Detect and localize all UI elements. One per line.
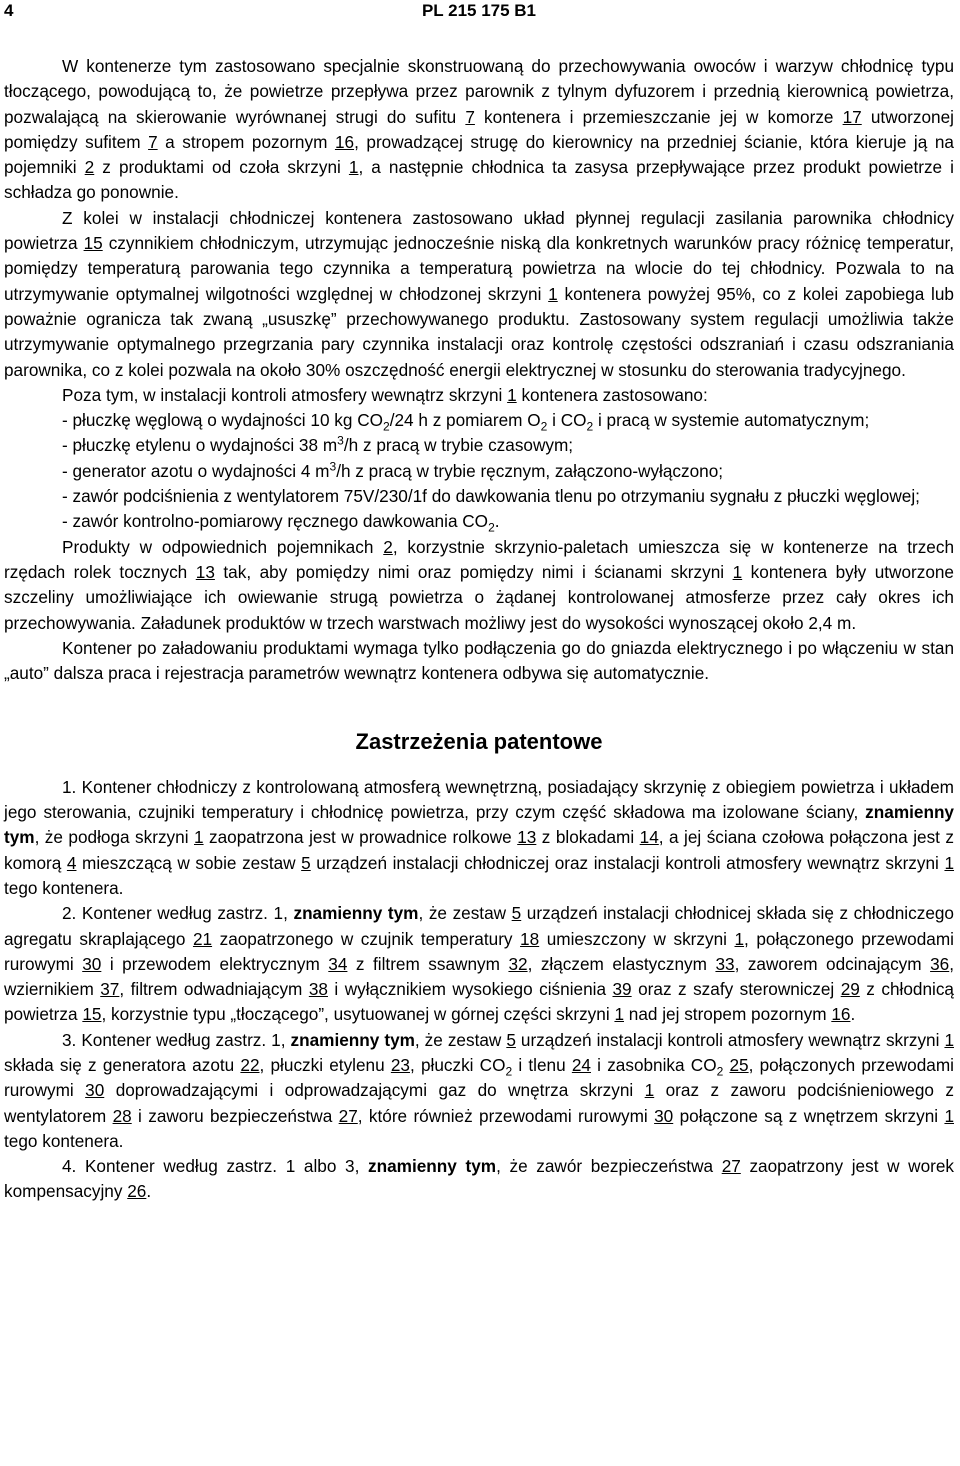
text-run: 2. Kontener według zastrz. 1, — [62, 903, 294, 924]
text-run: kontenera powyżej 95%, co z kolei zapobiega lub poważnie ogranicza tak zwaną „ususzkę” przechowywanego produktu. Zastosowany system regulacji umożliwia także utrzymywanie optymalnego przegrzania pary czynnika instalacji oraz kontrolę częstości odszraniań i czasu odszraniania parownika, co z kolei pozwala na około 30% oszczędność energii elektrycznej w stosunku do sterowania tradycyjnego. — [4, 283, 954, 380]
text-run: tego kontenera. — [4, 877, 124, 898]
text-run: i tlenu — [512, 1054, 572, 1075]
characterizing-phrase: znamienny tym — [4, 802, 954, 848]
text-run: . — [146, 1181, 152, 1202]
text-run: - zawór kontrolno-pomiarowy ręcznego dawkowania CO — [62, 511, 489, 532]
ref-numeral: 16 — [334, 131, 355, 152]
ref-numeral: 1 — [507, 384, 517, 405]
text-run: , połączonego przewodami rurowymi — [4, 928, 954, 974]
subscript: 2 — [505, 1064, 513, 1079]
text-run: mieszczącą w sobie zestaw — [76, 852, 302, 873]
text-run: zaopatrzona jest w prowadnice rolkowe — [203, 827, 518, 848]
ref-numeral: 15 — [82, 1004, 102, 1025]
text-run: kontenera zastosowano: — [516, 384, 708, 405]
text-run: utworzonej pomiędzy sufitem — [4, 106, 954, 152]
text-run: , zaworem odcinającym — [734, 953, 931, 974]
page-header — [4, 0, 954, 30]
text-run: Poza tym, w instalacji kontroli atmosfery wewnątrz skrzyni — [62, 384, 508, 405]
ref-numeral: 1 — [732, 561, 743, 582]
text-run: Kontener po załadowaniu produktami wymaga tylko podłączenia go do gniazda elektrycznego i po włączeniu w stan „auto” dalsza praca i rejestracja parametrów wewnątrz kontenera odbywa się automatycznie. — [4, 637, 954, 684]
description-paragraph-1 — [4, 54, 954, 206]
ref-numeral: 25 — [729, 1054, 749, 1075]
text-run: kontenera były utworzone szczeliny umożliwiające ich owiewanie strugą powietrza o żądanej kontrolowanej atmosferze przez cały okres ich przechowywania. Załadunek produktów w trzech warstwach możliwy jest do wysokości wynoszącej około 2,4 m. — [4, 561, 954, 633]
characterizing-phrase: znamienny tym — [293, 903, 419, 924]
text-run: zaopatrzony jest w worek kompensacyjny — [4, 1156, 954, 1202]
text-run: tak, aby pomiędzy nimi oraz pomiędzy nimi i ścianami skrzyni — [214, 561, 733, 582]
ref-numeral: 16 — [831, 1004, 851, 1025]
text-run: Produkty w odpowiednich pojemnikach — [62, 536, 384, 557]
text-run: z produktami od czoła skrzyni — [94, 157, 349, 178]
text-run: /h z pracą w trybie czasowym; — [343, 435, 574, 456]
text-run: , prowadzącej strugę do kierownicy na przedniej ścianie, która kieruje ją na pojemniki — [4, 131, 954, 178]
ref-numeral: 39 — [612, 979, 632, 1000]
ref-numeral: 26 — [127, 1181, 147, 1202]
text-run: , wziernikiem — [4, 953, 954, 1000]
text-run: urządzeń instalacji chłodnicej składa się z chłodniczego agregatu skraplającego — [4, 903, 954, 949]
document-id: PL 215 175 B1 — [421, 1, 537, 20]
text-run: - zawór podciśnienia z wentylatorem 75V/230/1f do dawkowania tlenu po otrzymaniu sygnału z płuczki węglowej; — [62, 486, 920, 507]
text-run: urządzeń instalacji kontroli atmosfery wewnątrz skrzyni — [515, 1029, 945, 1050]
characterizing-phrase: znamienny tym — [368, 1156, 497, 1177]
ref-numeral: 1 — [348, 157, 359, 178]
ref-numeral: 4 — [66, 852, 77, 873]
text-run: , które również przewodami rurowymi — [357, 1105, 655, 1126]
text-run: , złączem elastycznym — [527, 953, 716, 974]
text-run: , filtrem odwadniającym — [119, 979, 309, 1000]
subscript: 2 — [540, 419, 548, 434]
superscript: 3 — [337, 433, 344, 448]
ref-numeral: 27 — [721, 1156, 741, 1177]
list-item — [4, 459, 954, 484]
subscript: 2 — [716, 1064, 724, 1079]
text-run: , połączonych przewodami rurowymi — [4, 1054, 954, 1101]
ref-numeral: 24 — [571, 1054, 591, 1075]
ref-numeral: 32 — [508, 953, 528, 974]
claim-3 — [4, 1028, 954, 1154]
ref-numeral: 2 — [383, 536, 393, 557]
text-run: i wyłącznikiem wysokiego ciśnienia — [327, 979, 613, 1000]
ref-numeral: 18 — [520, 928, 540, 949]
text-run: oraz z szafy sterowniczej — [631, 979, 841, 1000]
ref-numeral: 5 — [511, 903, 522, 924]
text-run: 3. Kontener według zastrz. 1, — [62, 1029, 291, 1050]
description-paragraph-4 — [4, 535, 954, 636]
description-paragraph-2 — [4, 206, 954, 383]
ref-numeral: 30 — [85, 1080, 105, 1101]
claims-heading: Zastrzeżenia patentowe — [355, 729, 603, 755]
text-run: zaopatrzonego w czujnik temperatury — [212, 928, 521, 949]
text-run: doprowadzającymi i odprowadzającymi gaz do wnętrza skrzyni — [104, 1080, 645, 1101]
text-run: Z kolei w instalacji chłodniczej kontenera zastosowano układ płynnej regulacji zasilania parownika chłodnicy powietrza — [4, 207, 954, 254]
ref-numeral: 7 — [148, 131, 158, 152]
claim-4 — [4, 1154, 954, 1205]
ref-numeral: 34 — [328, 953, 348, 974]
text-run: nad jej stropem pozornym — [624, 1004, 832, 1025]
ref-numeral: 33 — [715, 953, 735, 974]
text-run: , że podłoga skrzyni — [34, 827, 194, 848]
ref-numeral: 38 — [308, 979, 328, 1000]
ref-numeral: 28 — [112, 1105, 132, 1126]
text-run: - generator azotu o wydajności 4 m — [62, 460, 330, 481]
text-run: i pracą w systemie automatycznym; — [593, 410, 870, 431]
ref-numeral: 37 — [100, 979, 120, 1000]
text-run: , korzystnie typu „tłoczącego”, usytuowanej w górnej części skrzyni — [101, 1004, 615, 1025]
ref-numeral: 1 — [944, 1105, 954, 1126]
ref-numeral: 17 — [842, 106, 862, 127]
text-run: i przewodem elektrycznym — [101, 953, 329, 974]
ref-numeral: 1 — [194, 827, 204, 848]
list-item — [4, 433, 954, 458]
ref-numeral: 30 — [82, 953, 102, 974]
ref-numeral: 1 — [944, 1029, 954, 1050]
ref-numeral: 36 — [930, 953, 950, 974]
ref-numeral: 15 — [83, 233, 103, 254]
text-run: 1. Kontener chłodniczy z kontrolowaną atmosferą wewnętrzną, posiadający skrzynię z obiegiem powietrza i układem jego sterowania, czujniki temperatury i chłodnicę powietrza, przy czym część składowa ma izolowane ściany, — [4, 776, 954, 823]
ref-numeral: 1 — [944, 852, 955, 873]
ref-numeral: 1 — [644, 1080, 655, 1101]
text-run: z filtrem ssawnym — [347, 953, 509, 974]
text-run: - płuczkę węglową o wydajności 10 kg CO — [62, 410, 383, 431]
text-run: . — [850, 1004, 856, 1025]
ref-numeral: 1 — [548, 283, 558, 304]
text-run: tego kontenera. — [4, 1130, 124, 1151]
ref-numeral: 7 — [465, 106, 475, 127]
document-page — [4, 0, 954, 1205]
text-run: urządzeń instalacji chłodniczej oraz instalacji kontroli atmosfery wewnątrz skrzyni — [310, 852, 945, 873]
text-run: , korzystnie skrzynio-paletach umieszcza się w kontenerze na trzech rzędach rolek tocznych — [4, 536, 955, 582]
text-run: , a następnie chłodnica ta zasysa przepływające przez produkt powietrze i schładza go ponownie. — [4, 157, 954, 203]
text-run: umieszczony w skrzyni — [539, 928, 735, 949]
text-run: - płuczkę etylenu o wydajności 38 m — [62, 435, 338, 456]
description-paragraph-5 — [4, 636, 954, 687]
text-run: składa się z generatora azotu — [4, 1054, 241, 1075]
ref-numeral: 5 — [506, 1029, 516, 1050]
text-run: 4. Kontener według zastrz. 1 albo 3, — [62, 1156, 369, 1177]
ref-numeral: 2 — [84, 157, 95, 178]
text-run: oraz z zaworu podciśnieniowego z wentylatorem — [4, 1080, 954, 1126]
ref-numeral: 23 — [390, 1054, 410, 1075]
ref-numeral: 30 — [654, 1105, 674, 1126]
characterizing-phrase: znamienny tym — [290, 1029, 415, 1050]
ref-numeral: 21 — [192, 928, 213, 949]
text-run: , że zawór bezpieczeństwa — [496, 1156, 722, 1177]
ref-numeral: 14 — [639, 827, 659, 848]
list-item — [4, 408, 954, 433]
text-run: , że zestaw — [414, 1029, 507, 1050]
superscript: 3 — [329, 459, 337, 474]
claim-2 — [4, 901, 954, 1027]
text-run: W kontenerze tym zastosowano specjalnie skonstruowaną do przechowywania owoców i warzyw chłodnicę typu tłoczącego, powodującą to, że powietrze przepływa przez parownik z tylnym dyfuzorem i przednią kierownicą powietrza, pozwalającą na skierowanie wyrównanej strugi do sufitu — [4, 56, 954, 127]
text-run: kontenera i przemieszczanie jej w komorze — [474, 106, 843, 127]
text-run: czynnikiem chłodniczym, utrzymując jednocześnie niską dla konkretnych warunków pracy różnicę temperatur, pomiędzy temperaturą parowania tego czynnika a temperaturą powietrza na wlocie do tej chłodnicy. Pozwala to na utrzymywanie optymalnej wilgotności względnej w chłodzonej skrzyni — [4, 233, 954, 304]
ref-numeral: 27 — [338, 1105, 358, 1126]
text-run: , płuczki etylenu — [259, 1054, 391, 1075]
description-section — [4, 54, 954, 1205]
text-run: połączone są z wnętrzem skrzyni — [673, 1105, 945, 1126]
text-run: i zasobnika CO — [590, 1054, 717, 1075]
subscript: 2 — [382, 419, 390, 434]
ref-numeral: 1 — [614, 1004, 624, 1025]
text-run: i zaworu bezpieczeństwa — [131, 1105, 339, 1126]
ref-numeral: 1 — [734, 928, 745, 949]
claim-1 — [4, 775, 954, 901]
text-run: z chłodnicą powietrza — [4, 979, 954, 1025]
text-run: , płuczki CO — [409, 1054, 506, 1075]
subscript: 2 — [586, 419, 594, 434]
text-run: /24 h z pomiarem O — [389, 410, 541, 431]
list-item — [4, 509, 954, 534]
description-paragraph-3 — [4, 383, 954, 408]
ref-numeral: 13 — [517, 827, 537, 848]
list-item — [4, 484, 954, 509]
text-run: /h z pracą w trybie ręcznym, załączono-wyłączono; — [336, 460, 724, 481]
text-run: a stropem pozornym — [157, 131, 335, 152]
text-run: i CO — [547, 410, 587, 431]
text-run: . — [494, 511, 500, 532]
subscript: 2 — [488, 520, 495, 535]
ref-numeral: 22 — [240, 1054, 260, 1075]
ref-numeral: 29 — [840, 979, 860, 1000]
text-run: z blokadami — [536, 827, 640, 848]
ref-numeral: 5 — [301, 852, 311, 873]
text-run: , a jej ściana czołowa połączona jest z komorą — [4, 827, 954, 873]
page-number: 4 — [4, 1, 14, 20]
ref-numeral: 13 — [195, 561, 215, 582]
text-run: , że zestaw — [418, 903, 512, 924]
